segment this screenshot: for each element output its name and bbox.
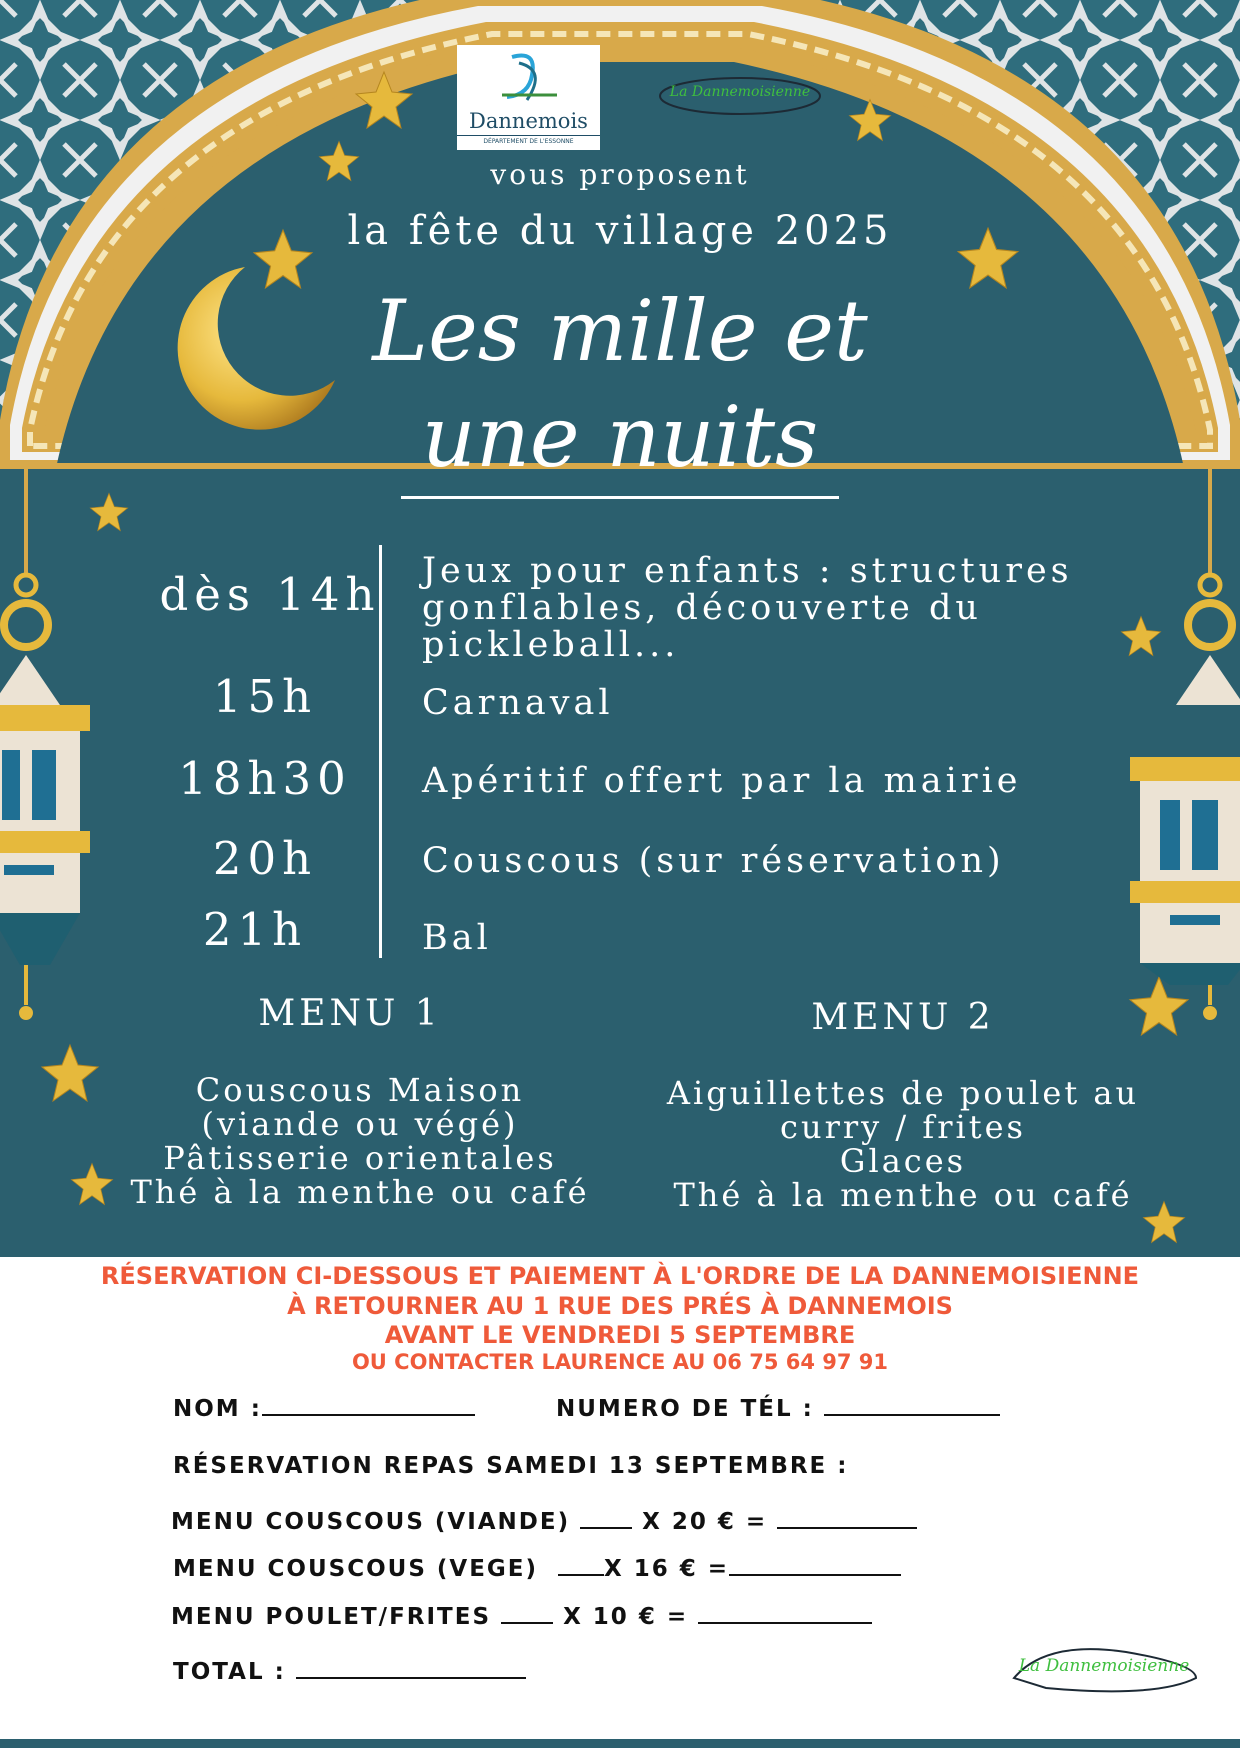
menu-1-items <box>80 1073 640 1209</box>
intro-text: vous proposent <box>490 158 750 191</box>
reservation-notice-line4: OU CONTACTER LAURENCE AU 06 75 64 97 91 <box>351 1350 889 1374</box>
menu-1-item: Thé à la menthe ou café <box>130 1173 590 1211</box>
dannemoisienne-logo-bottom-text: La Dannemoisienne <box>1018 1656 1190 1676</box>
menu-2-title: MENU 2 <box>811 997 995 1038</box>
schedule-time-5: 21h <box>202 903 308 956</box>
schedule-activity-5: Bal <box>422 918 492 958</box>
menu-2-items <box>630 1076 1176 1212</box>
event-title-line1: Les mille et <box>372 282 868 380</box>
menu-2-item: Thé à la menthe ou café <box>673 1176 1133 1214</box>
dannemois-logo-subtitle: DÉPARTEMENT DE L'ESSONNE <box>457 135 600 145</box>
form-meal-heading: RÉSERVATION REPAS SAMEDI 13 SEPTEMBRE : <box>173 1453 849 1479</box>
star-icon <box>848 98 892 142</box>
form-vege-price: X 16 € = <box>604 1556 730 1582</box>
lantern-right-icon <box>1130 465 1240 1025</box>
schedule-activity-4: Couscous (sur réservation) <box>422 841 1005 881</box>
event-title-line2: une nuits <box>421 388 819 486</box>
star-icon <box>956 226 1020 290</box>
dannemoisienne-logo-top <box>655 72 825 118</box>
form-phone-label: NUMERO DE TÉL : <box>556 1396 814 1422</box>
dannemoisienne-logo-bottom <box>1006 1638 1202 1700</box>
star-icon <box>354 70 414 130</box>
form-viande-total-field[interactable] <box>777 1525 917 1529</box>
form-vege-label: MENU COUSCOUS (VEGE) <box>173 1556 539 1582</box>
star-icon <box>252 228 314 290</box>
form-poulet-qty-field[interactable] <box>501 1620 553 1624</box>
form-total-row <box>173 1659 526 1685</box>
form-row-vege <box>173 1556 901 1582</box>
schedule-time-2: 15h <box>212 670 318 723</box>
schedule-activity-1-line3: pickleball... <box>422 625 680 665</box>
schedule-activity-3: Apéritif offert par la mairie <box>422 761 1022 801</box>
form-name-field[interactable] <box>262 1412 475 1416</box>
menu-1-item: Pâtisserie orientales <box>163 1139 557 1177</box>
form-phone-field[interactable] <box>824 1412 1000 1416</box>
schedule-activity-1-line2: gonflables, découverte du <box>422 588 982 628</box>
form-total-field[interactable] <box>296 1675 526 1679</box>
reservation-notice-line1: RÉSERVATION CI-DESSOUS ET PAIEMENT À L'ORDRE DE LA DANNEMOISIENNE <box>100 1262 1140 1290</box>
dannemois-logo <box>457 45 600 150</box>
menu-1-item: (viande ou végé) <box>201 1105 519 1143</box>
schedule-activity-2: Carnaval <box>422 683 614 723</box>
reservation-notice-line3: AVANT LE VENDREDI 5 SEPTEMBRE <box>384 1321 856 1349</box>
form-vege-qty-field[interactable] <box>558 1572 604 1576</box>
form-name-label: NOM : <box>173 1396 262 1422</box>
form-row-viande <box>171 1509 917 1535</box>
schedule-time-4: 20h <box>212 832 318 885</box>
form-total-label: TOTAL : <box>173 1659 286 1685</box>
menu-2-item: curry / frites <box>780 1108 1026 1146</box>
dannemoisienne-logo-top-text: La Dannemoisienne <box>669 84 811 100</box>
menu-1-item: Couscous Maison <box>195 1071 525 1109</box>
form-phone-row <box>556 1396 1000 1422</box>
reservation-notice-line2: À RETOURNER AU 1 RUE DES PRÉS À DANNEMOIS <box>287 1292 953 1320</box>
form-row-poulet <box>171 1604 872 1630</box>
menu-1-title: MENU 1 <box>258 993 442 1034</box>
lantern-left-icon <box>0 465 105 1025</box>
schedule-time-1: dès 14h <box>159 568 381 621</box>
form-poulet-price: X 10 € = <box>563 1604 689 1630</box>
schedule-activity-1-line1: Jeux pour enfants : structures <box>422 551 1073 591</box>
form-viande-price: X 20 € = <box>642 1509 768 1535</box>
menu-2-item: Glaces <box>839 1142 967 1180</box>
bottom-border-strip <box>0 1739 1240 1748</box>
title-underline <box>401 496 839 499</box>
form-poulet-total-field[interactable] <box>698 1620 872 1624</box>
form-viande-label: MENU COUSCOUS (VIANDE) <box>171 1509 571 1535</box>
dannemois-emblem-icon <box>457 45 600 109</box>
form-viande-qty-field[interactable] <box>580 1525 632 1529</box>
form-vege-total-field[interactable] <box>729 1572 901 1576</box>
event-subtitle: la fête du village 2025 <box>347 208 893 254</box>
star-icon <box>318 140 360 182</box>
schedule-time-3: 18h30 <box>178 752 352 805</box>
form-poulet-label: MENU POULET/FRITES <box>171 1604 492 1630</box>
dannemois-logo-name: Dannemois <box>469 109 588 133</box>
form-name-row <box>173 1396 475 1422</box>
menu-2-item: Aiguillettes de poulet au <box>666 1074 1140 1112</box>
